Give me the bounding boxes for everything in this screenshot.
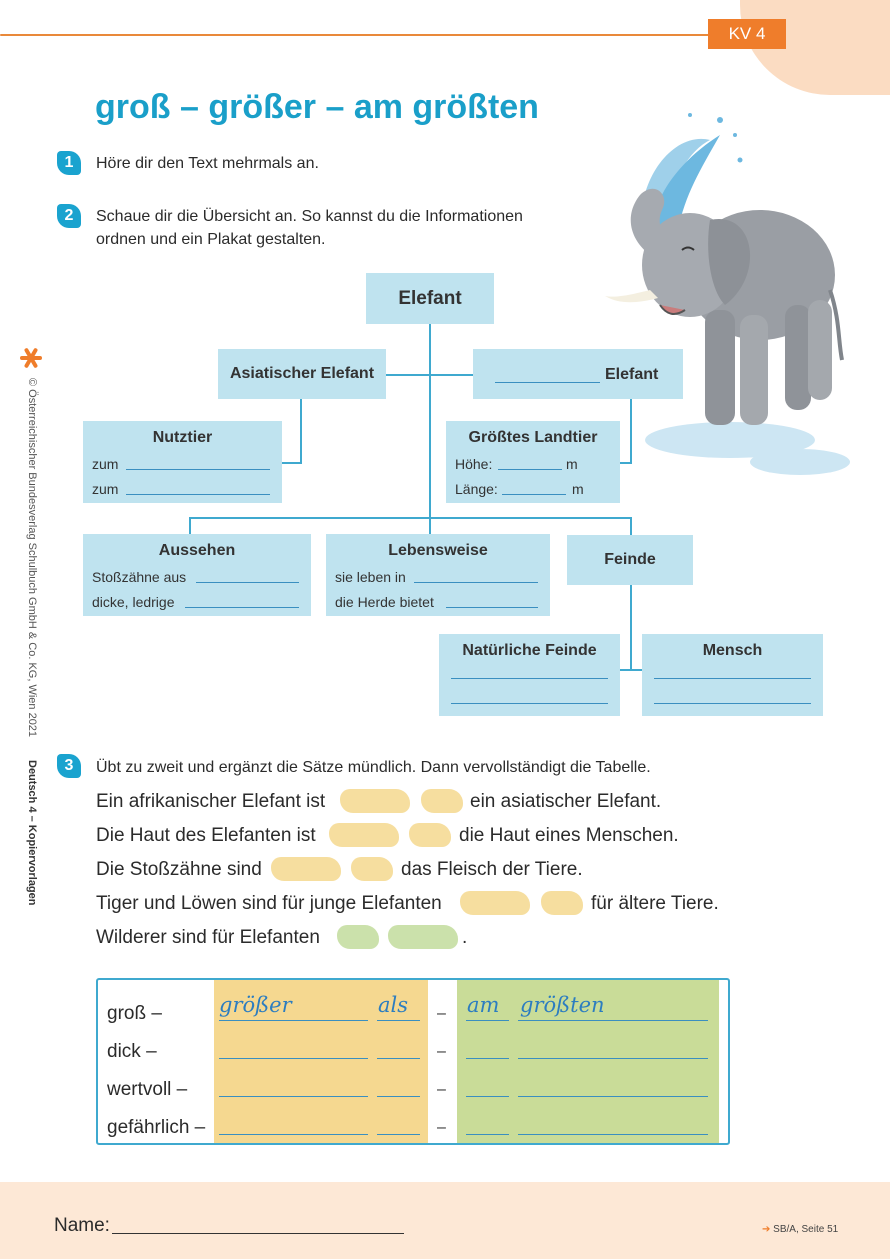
connector-landtier (620, 462, 632, 464)
dash-2: – (437, 1043, 446, 1060)
sentence-3-start: Die Stoßzähne sind (96, 859, 262, 880)
connector-aussehen (189, 517, 191, 535)
answer-blob-5b (388, 925, 458, 949)
row-label-gefaehrlich: gefährlich – (107, 1117, 206, 1138)
blank-aussehen-2[interactable] (185, 607, 299, 608)
book-title: Deutsch 4 – Kopiervorlagen (26, 760, 38, 906)
connector-level-1 (386, 374, 473, 376)
line-am-4[interactable] (466, 1134, 509, 1135)
sentence-1-end: ein asiatischer Elefant. (470, 791, 662, 812)
example-als: als (378, 993, 409, 1017)
dash-4: – (437, 1119, 446, 1136)
landtier-hoehe-unit: m (566, 456, 578, 472)
blank-natuerliche-1[interactable] (451, 678, 608, 679)
connector-level-2 (189, 517, 632, 519)
answer-blob-4b (541, 891, 583, 915)
sentence-3-end: das Fleisch der Tiere. (401, 859, 583, 880)
lebensweise-field-1-label: sie leben in (335, 569, 406, 585)
footer-band (0, 1182, 890, 1259)
task-1-text: Höre dir den Text mehrmals an. (96, 155, 319, 172)
box-elefant-title: Elefant (398, 288, 462, 309)
task-number-3: 3 (57, 754, 81, 778)
connector-root-trunk (429, 324, 431, 539)
connector-feinde (630, 585, 632, 670)
box-lebensweise (326, 534, 550, 616)
row-label-dick: dick – (107, 1041, 157, 1062)
line-am-3[interactable] (466, 1096, 509, 1097)
blank-mensch-1[interactable] (654, 678, 811, 679)
answer-blob-5a (337, 925, 379, 949)
box-asiatischer-elefant-title: Asiatischer Elefant (229, 365, 375, 382)
box-groesstes-landtier (446, 421, 620, 503)
sentence-5-start: Wilderer sind für Elefanten (96, 927, 320, 948)
answer-blob-1b (421, 789, 463, 813)
line-superlative-4[interactable] (518, 1134, 708, 1135)
task-number-1: 1 (57, 151, 81, 175)
blank-elefant-type[interactable] (495, 382, 600, 383)
kv-tag: KV 4 (708, 19, 786, 49)
landtier-laenge-unit: m (572, 481, 584, 497)
task-3-text: Übt zu zweit und ergänzt die Sätze mündlich. Dann vervollständigt die Tabelle. (96, 759, 651, 776)
line-als-4[interactable] (377, 1134, 420, 1135)
dash-1: – (437, 1005, 446, 1022)
answer-blob-3a (271, 857, 341, 881)
task-2-line-1: Schaue dir die Übersicht an. So kannst du die Informationen (96, 208, 523, 225)
nutztier-field-2-label: zum (92, 481, 119, 497)
sentence-4-start: Tiger und Löwen sind für junge Elefanten (96, 893, 442, 914)
line-superlative-1[interactable] (518, 1020, 708, 1021)
landtier-hoehe-label: Höhe: (455, 456, 493, 472)
blank-nutztier-2[interactable] (126, 494, 270, 495)
blank-laenge[interactable] (502, 494, 566, 495)
blank-lebensweise-1[interactable] (414, 582, 538, 583)
blank-lebensweise-2[interactable] (446, 607, 538, 608)
answer-blob-3b (351, 857, 393, 881)
sentence-2-end: die Haut eines Menschen. (459, 825, 679, 846)
row-label-wertvoll: wertvoll – (107, 1079, 188, 1100)
elephant-illustration (590, 100, 880, 490)
line-comparative-1[interactable] (219, 1020, 368, 1021)
task-2-line-2: ordnen und ein Plakat gestalten. (96, 231, 326, 248)
sentence-4-end: für ältere Tiere. (591, 893, 719, 914)
box-aussehen-title: Aussehen (158, 542, 236, 559)
aussehen-field-2-label: dicke, ledrige (92, 594, 175, 610)
line-am-2[interactable] (466, 1058, 509, 1059)
answer-blob-4a (460, 891, 530, 915)
landtier-laenge-label: Länge: (455, 481, 498, 497)
example-am: am (467, 993, 500, 1017)
box-mensch-title: Mensch (702, 642, 763, 659)
box-lebensweise-title: Lebensweise (388, 542, 488, 559)
example-superlative: größten (520, 993, 605, 1017)
blank-nutztier-1[interactable] (126, 469, 270, 470)
box-aussehen (83, 534, 311, 616)
dash-3: – (437, 1081, 446, 1098)
sentence-2-start: Die Haut des Elefanten ist (96, 825, 316, 846)
line-am-1[interactable] (466, 1020, 509, 1021)
page-title: groß – größer – am größten (95, 88, 539, 126)
copyright-text: © Österreichischer Bundesverlag Schulbuch GmbH & Co. KG, Wien 2021 (26, 378, 38, 738)
arrow-right-icon: ➔ (762, 1224, 771, 1235)
line-comparative-4[interactable] (219, 1134, 368, 1135)
answer-blob-2a (329, 823, 399, 847)
blank-hoehe[interactable] (498, 469, 562, 470)
box-elefant (366, 273, 494, 324)
box-natuerliche-feinde (439, 634, 620, 716)
example-comparative: größer (219, 993, 292, 1017)
line-superlative-3[interactable] (518, 1096, 708, 1097)
sentence-1-start: Ein afrikanischer Elefant ist (96, 791, 326, 812)
header-rule (0, 34, 730, 36)
line-comparative-3[interactable] (219, 1096, 368, 1097)
name-label: Name: (54, 1215, 110, 1236)
box-feinde (567, 535, 693, 585)
page-reference (762, 1224, 838, 1235)
line-comparative-2[interactable] (219, 1058, 368, 1059)
aussehen-field-1-label: Stoßzähne aus (92, 569, 187, 585)
connector-feinde-top (630, 517, 632, 535)
blank-aussehen-1[interactable] (196, 582, 299, 583)
lebensweise-field-2-label: die Herde bietet (335, 594, 434, 610)
name-input-line[interactable] (112, 1233, 404, 1234)
connector-asian (300, 399, 302, 463)
publisher-logo-icon (18, 345, 44, 371)
box-asiatischer-elefant (218, 349, 386, 399)
connector-feinde-children (620, 669, 642, 671)
box-feinde-title: Feinde (604, 551, 656, 568)
box-other-elefant-title: Elefant (605, 366, 659, 383)
box-nutztier-title: Nutztier (152, 429, 213, 446)
line-als-2[interactable] (377, 1058, 420, 1059)
page-reference-text: SB/A, Seite 51 (773, 1224, 839, 1235)
connector-nutztier (282, 462, 302, 464)
line-als-3[interactable] (377, 1096, 420, 1097)
blank-mensch-2[interactable] (654, 703, 811, 704)
line-superlative-2[interactable] (518, 1058, 708, 1059)
nutztier-field-1-label: zum (92, 456, 119, 472)
task-number-2: 2 (57, 204, 81, 228)
box-nutztier (83, 421, 282, 503)
connector-other (630, 399, 632, 463)
box-mensch (642, 634, 823, 716)
blank-natuerliche-2[interactable] (451, 703, 608, 704)
row-label-gross: groß – (107, 1003, 162, 1024)
box-other-elefant (473, 349, 683, 399)
answer-blob-2b (409, 823, 451, 847)
answer-blob-1a (340, 789, 410, 813)
line-als-1[interactable] (377, 1020, 420, 1021)
box-landtier-title: Größtes Landtier (468, 429, 598, 446)
sentence-5-end: . (462, 927, 468, 948)
box-natuerliche-feinde-title: Natürliche Feinde (462, 642, 597, 659)
